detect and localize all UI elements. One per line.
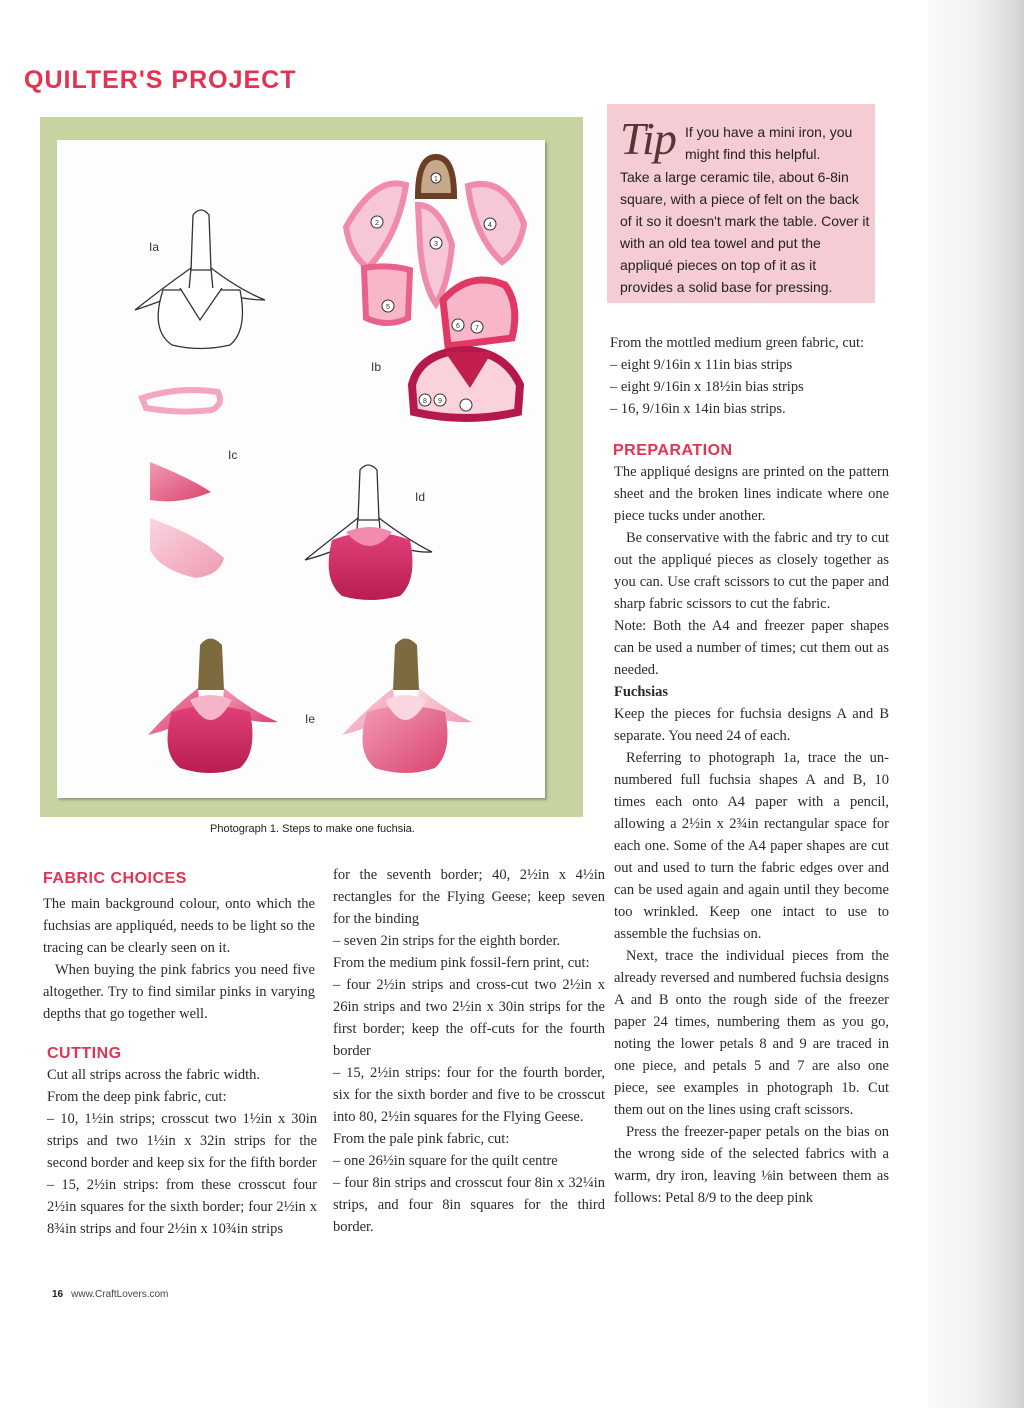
fabric-choices-heading: FABRIC CHOICES xyxy=(43,870,187,887)
piece-number-label: 1 xyxy=(434,176,438,183)
tip-text: Take a large ceramic tile, about 6-8in square, with a piece of felt on the back of it so it doesn't mark the table. Cover it with an old tea towel and put the appliqué pieces on top of it as it provides a solid base for pressing. xyxy=(620,169,870,295)
step-label-1a: Ia xyxy=(149,240,160,254)
col2-p7: – one 26½in square for the quilt centre xyxy=(333,1153,558,1169)
fuchsia-pieces-1c xyxy=(142,390,224,578)
piece-number-label: 5 xyxy=(386,304,390,311)
photo-caption: Photograph 1. Steps to make one fuchsia. xyxy=(210,823,415,835)
preparation-note: Note: Both the A4 and freezer paper shapes can be used a number of times; cut them out as needed. xyxy=(614,618,889,678)
fuchsia-completed-1e xyxy=(148,639,472,774)
col2-p4: – four 2½in strips and cross-cut two 2½in x 26in strips and two 2½in x 30in strips for the first border; keep the off-cuts for the fourth border xyxy=(333,977,605,1059)
piece-number-label: 9 xyxy=(438,398,442,405)
fuchsias-p2: Referring to photograph 1a, trace the un-numbered full fuchsia shapes A and B, 10 times each onto A4 paper with a pencil, allowing a 2½in x 2¾in rectangular space for each one. Some of the A4 paper shapes are cut out and used to turn the fabric edges over and can be used again and again until they become too wrinkled. Keep one intact to use to assemble the fuchsias on. xyxy=(614,750,889,942)
step-label-1b: Ib xyxy=(371,360,382,374)
col2-p6: From the pale pink fabric, cut: xyxy=(333,1131,510,1147)
green-fabric-item-1: – eight 9/16in x 11in bias strips xyxy=(610,357,793,373)
step-label-1e: Ie xyxy=(305,712,316,726)
tip-first-line: If you have a mini iron, you might find this helpful. xyxy=(685,124,853,162)
step-label-1d: Id xyxy=(415,490,426,504)
green-fabric-item-2: – eight 9/16in x 18½in bias strips xyxy=(610,379,804,395)
fuchsia-partial-1d xyxy=(305,465,432,600)
piece-number-label: 3 xyxy=(434,241,438,248)
fabric-choices-body xyxy=(43,893,315,1025)
preparation-p2: Be conservative with the fabric and try to cut out the appliqué pieces as closely together as you can. Use craft scissors to cut the paper and sharp fabric scissors to cut the fabric. xyxy=(614,530,889,612)
fabric-choices-p2: When buying the pink fabrics you need five altogether. Try to find similar pinks in varying depths that go together well. xyxy=(43,962,315,1022)
green-fabric-item-3: – 16, 9/16in x 14in bias strips. xyxy=(610,401,786,417)
col2-p2: – seven 2in strips for the eighth border. xyxy=(333,933,561,949)
column-2-body xyxy=(333,864,605,1238)
col2-p5: – 15, 2½in strips: four for the fourth border, six for the sixth border and five to be crosscut into 80, 2½in squares for the Flying Geese. xyxy=(333,1065,605,1125)
fuchsia-pieces-1b xyxy=(346,157,524,418)
col2-p1: for the seventh border; 40, 2½in x 4½in rectangles for the Flying Geese; keep seven for the binding xyxy=(333,867,605,927)
cutting-heading: CUTTING xyxy=(47,1045,122,1062)
page-footer xyxy=(52,1289,168,1300)
col2-p3: From the medium pink fossil-fern print, cut: xyxy=(333,955,590,971)
piece-number-label: 4 xyxy=(488,222,492,229)
preparation-p1: The appliqué designs are printed on the pattern sheet and the broken lines indicate where one piece tucks under another. xyxy=(614,464,889,524)
cutting-item-2: – 15, 2½in strips: from these crosscut four 2½in squares for the sixth border; four 2½in x 8¾in strips and four 2½in x 10¾in strips xyxy=(47,1177,317,1237)
fuchsias-p4: Press the freezer-paper petals on the bias on the wrong side of the selected fabrics with a warm, dry iron, leaving ⅛in between them as follows: Petal 8/9 to the deep pink xyxy=(614,1124,889,1206)
piece-number-label: 7 xyxy=(475,325,479,332)
cutting-item-1: – 10, 1½in strips; crosscut two 1½in x 30in strips and two 1½in x 32in strips for the second border and keep six for the fifth border xyxy=(47,1111,317,1171)
section-header: QUILTER'S PROJECT xyxy=(24,66,297,94)
tip-title: Tip xyxy=(620,113,676,164)
preparation-heading: PREPARATION xyxy=(613,442,733,459)
green-fabric-intro: From the mottled medium green fabric, cut: xyxy=(610,335,865,351)
fuchsias-p3: Next, trace the individual pieces from the already reversed and numbered fuchsia designs A and B onto the rough side of the freezer paper 24 times, numbering them as you go, noting the lower petals 8 and 9 are traced in one piece, and petals 5 and 7 are also one piece, see examples in photograph 1b. Cut them out on the lines using craft scissors. xyxy=(614,948,889,1118)
cutting-p2: From the deep pink fabric, cut: xyxy=(47,1089,227,1105)
fuchsias-p1: Keep the pieces for fuchsia designs A and B separate. You need 24 of each. xyxy=(614,706,889,744)
piece-number-label: 6 xyxy=(456,323,460,330)
piece-number-label: 8 xyxy=(423,398,427,405)
cutting-body xyxy=(47,1064,317,1240)
green-fabric-list xyxy=(610,332,885,420)
fuchsias-subheading: Fuchsias xyxy=(614,684,668,700)
page-number: 16 xyxy=(52,1289,64,1300)
piece-number-label: 2 xyxy=(375,220,379,227)
fabric-choices-p1: The main background colour, onto which the fuchsias are appliquéd, needs to be light so the tracing can be clearly seen on it. xyxy=(43,896,315,956)
step-label-1c: Ic xyxy=(228,448,238,462)
preparation-body xyxy=(614,461,889,1209)
col2-p8: – four 8in strips and crosscut four 8in x 32¼in strips, and four 8in squares for the third border. xyxy=(333,1175,605,1235)
cutting-p1: Cut all strips across the fabric width. xyxy=(47,1067,261,1083)
website-link[interactable]: www.CraftLovers.com xyxy=(71,1289,169,1300)
fuchsia-outline-1a xyxy=(135,210,265,349)
